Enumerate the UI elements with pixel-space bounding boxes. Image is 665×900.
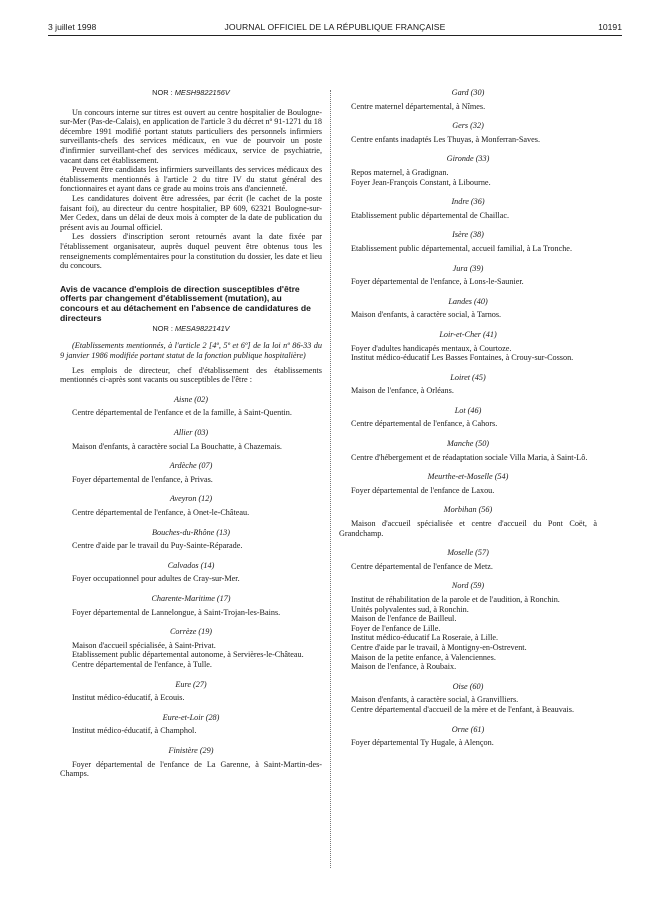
- department-list-right: [339, 88, 597, 748]
- establishment-entry: Centre d'hébergement et de réadaptation sociale Villa Maria, à Saint-Lô.: [351, 452, 588, 462]
- department-heading: Moselle (57): [447, 548, 489, 558]
- establishment-entry: Foyer départemental de l'enfance, à Privas.: [72, 474, 213, 484]
- department-heading: Eure (27): [175, 679, 207, 689]
- right-column: [339, 88, 597, 748]
- avis-intro-italic: (Etablissements mentionnés, à l'article 2 [4º, 5º et 6º] de la loi nº 86-33 du 9 janvier 1986 modifiée portant statut de la fonction publique hospitalière): [60, 341, 322, 361]
- department-heading: Gard (30): [451, 88, 485, 97]
- department-heading: Finistère (29): [168, 745, 214, 755]
- department-heading: Allier (03): [173, 428, 209, 438]
- establishment-entry: Foyer départemental de Lannelongue, à Saint-Trojan-les-Bains.: [72, 607, 281, 617]
- establishment-entry: Maison de l'enfance de Bailleul.: [351, 614, 457, 624]
- establishment-entry: Centre d'aide par le travail du Puy-Sainte-Réparade.: [72, 541, 243, 551]
- establishment-entry: Etablissement public départemental de Chaillac.: [351, 210, 510, 220]
- department-heading: Lot (46): [454, 405, 482, 415]
- establishment-entry: Foyer d'adultes handicapés mentaux, à Courtoze.: [351, 343, 512, 353]
- department-heading: Jura (39): [452, 263, 484, 273]
- department-heading: Manche (50): [446, 439, 490, 449]
- establishment-entry: Maison d'accueil spécialisée et centre d'accueil du Pont Coët, à Grandchamp.: [339, 519, 597, 538]
- department-heading: Aveyron (12): [169, 494, 213, 504]
- establishment-entry: Institut de réhabilitation de la parole et de l'audition, à Ronchin.: [351, 595, 560, 604]
- department-heading: Orne (61): [451, 724, 485, 734]
- department-heading: Meurthe-et-Moselle (54): [427, 472, 509, 482]
- nor-code: MESH9822156V: [174, 88, 230, 97]
- establishment-entry: Foyer de l'enfance de Lille.: [351, 623, 441, 633]
- establishment-entry: Centre départemental de l'enfance de Metz.: [351, 561, 493, 571]
- department-heading: Isère (38): [452, 230, 484, 240]
- concours-nor: [60, 88, 322, 98]
- department-heading: Charente-Maritime (17): [151, 593, 231, 603]
- concours-paragraph: Les candidatures doivent être adressées, par écrit (le cachet de la poste faisant foi), au directeur du centre hospitalier, BP 609, 62321 Boulogne-sur-Mer Cedex, dans un délai de deux mois à compter de la date de publication du présent avis au Journal officiel.: [60, 193, 322, 232]
- establishment-entry: Institut médico-éducatif La Roseraie, à Lille.: [351, 633, 499, 643]
- department-heading: Bouches-du-Rhône (13): [152, 527, 230, 537]
- department-heading: Loiret (45): [450, 372, 486, 382]
- concours-paragraph: Un concours interne sur titres est ouvert au centre hospitalier de Boulogne-sur-Mer (Pas-de-Calais), en application de l'article 3 du décret nº 91-1271 du 18 décembre 1991 modifié portant statuts particuliers des personnels infirmiers surveillants-chefs des services médicaux, en vue de pourvoir un poste d'infirmier surveillant-chef des services médicaux, service de psychiatrie, vacant dans cet établissement.: [60, 107, 322, 165]
- establishment-entry: Institut médico-éducatif Les Basses Fontaines, à Crouy-sur-Cosson.: [351, 353, 574, 363]
- concours-paragraph: Les dossiers d'inscription seront retournés avant la date fixée par l'établissement organisateur, auprès duquel peuvent être obtenus tous les renseignements complémentaires pour la constitution du dossier, les date et lieu du concours.: [60, 232, 322, 271]
- avis-intro: Les emplois de directeur, chef d'établissement des établissements mentionnés ci-après sont vacants ou susceptibles de l'être :: [60, 365, 322, 385]
- department-list-left: [60, 395, 322, 779]
- department-heading: Oise (60): [452, 681, 484, 691]
- establishment-entry: Centre d'aide par le travail, à Montigny-en-Ostrevent.: [351, 642, 527, 652]
- department-heading: Ardèche (07): [169, 461, 213, 471]
- establishment-entry: Institut médico-éducatif, à Champhol.: [72, 726, 197, 736]
- establishment-entry: Foyer Jean-François Constant, à Libourne.: [351, 177, 491, 187]
- establishment-entry: Centre départemental de l'enfance, à Onet-le-Château.: [72, 508, 250, 517]
- header-rule: [48, 35, 622, 36]
- avis-nor: [60, 324, 322, 334]
- nor-label: NOR :: [152, 323, 173, 333]
- establishment-entry: Institut médico-éducatif, à Ecouis.: [72, 693, 185, 703]
- concours-paragraph: Peuvent être candidats les infirmiers surveillants des services médicaux des établissements mentionnés à l'article 2 du titre IV du statut général des fonctionnaires et ayant dans ce grade au moins trois ans d'ancienneté.: [60, 165, 322, 194]
- nor-code: MESA9822141V: [174, 323, 230, 333]
- establishment-entry: Maison de l'enfance, à Roubaix.: [351, 662, 457, 672]
- department-heading: Gers (32): [452, 121, 484, 131]
- establishment-entry: Repos maternel, à Gradignan.: [351, 167, 449, 177]
- establishment-entry: Maison d'accueil spécialisée, à Saint-Privat.: [72, 640, 216, 650]
- left-column: [60, 88, 322, 779]
- department-heading: Corrèze (19): [169, 627, 213, 637]
- nor-label: NOR :: [152, 88, 173, 97]
- establishment-entry: Etablissement public départemental, accueil familial, à La Tronche.: [351, 243, 572, 253]
- establishment-entry: Centre départemental d'accueil de la mère et de l'enfant, à Beauvais.: [351, 704, 574, 714]
- establishment-entry: Foyer départemental de l'enfance de La Garenne, à Saint-Martin-des-Champs.: [60, 759, 322, 779]
- establishment-entry: Foyer départemental de l'enfance de Laxou.: [351, 485, 495, 495]
- establishment-entry: Centre départemental de l'enfance, à Cahors.: [351, 419, 498, 429]
- establishment-entry: Maison d'enfants, à caractère social, à Granvilliers.: [351, 695, 519, 705]
- establishment-entry: Maison d'enfants, à caractère social La Bouchatte, à Chazemais.: [72, 441, 282, 451]
- department-heading: Landes (40): [448, 296, 488, 306]
- department-heading: Indre (36): [451, 197, 485, 207]
- establishment-entry: Unités polyvalentes sud, à Ronchin.: [351, 604, 469, 614]
- header-title: JOURNAL OFFICIEL DE LA RÉPUBLIQUE FRANÇAISE: [224, 22, 446, 32]
- establishment-entry: Centre départemental de l'enfance, à Tulle.: [72, 659, 212, 669]
- department-heading: Eure-et-Loir (28): [162, 712, 220, 722]
- establishment-entry: Centre départemental de l'enfance et de la famille, à Saint-Quentin.: [72, 408, 292, 418]
- establishment-entry: Etablissement public départemental autonome, à Servières-le-Château.: [72, 650, 304, 660]
- department-heading: Gironde (33): [446, 154, 490, 164]
- avis-title: Avis de vacance d'emplois de direction susceptibles d'être offerts par changement d'établissement (mutation), au concours et au détachement en l'absence de candidatures de directeurs: [60, 283, 311, 324]
- page-header: [48, 22, 622, 34]
- column-divider: [330, 90, 331, 868]
- department-heading: Nord (59): [451, 581, 485, 591]
- department-heading: Aisne (02): [174, 394, 208, 404]
- department-heading: Morbihan (56): [443, 505, 493, 515]
- header-page-number: 10191: [598, 22, 622, 32]
- establishment-entry: Centre enfants inadaptés Les Thuyas, à Monferran-Saves.: [351, 134, 541, 144]
- establishment-entry: Maison de l'enfance, à Orléans.: [351, 386, 454, 396]
- establishment-entry: Maison de la petite enfance, à Valenciennes.: [351, 652, 496, 662]
- department-heading: Loir-et-Cher (41): [439, 329, 497, 339]
- establishment-entry: Foyer occupationnel pour adultes de Cray-sur-Mer.: [72, 574, 240, 584]
- header-date: 3 juillet 1998: [48, 22, 97, 32]
- establishment-entry: Maison d'enfants, à caractère social, à Tarnos.: [351, 310, 502, 320]
- establishment-entry: Foyer départemental Ty Hugale, à Alençon.: [351, 738, 494, 748]
- establishment-entry: Foyer départemental de l'enfance, à Lons-le-Saunier.: [351, 277, 524, 287]
- establishment-entry: Centre maternel départemental, à Nîmes.: [351, 101, 486, 111]
- department-heading: Calvados (14): [167, 560, 215, 570]
